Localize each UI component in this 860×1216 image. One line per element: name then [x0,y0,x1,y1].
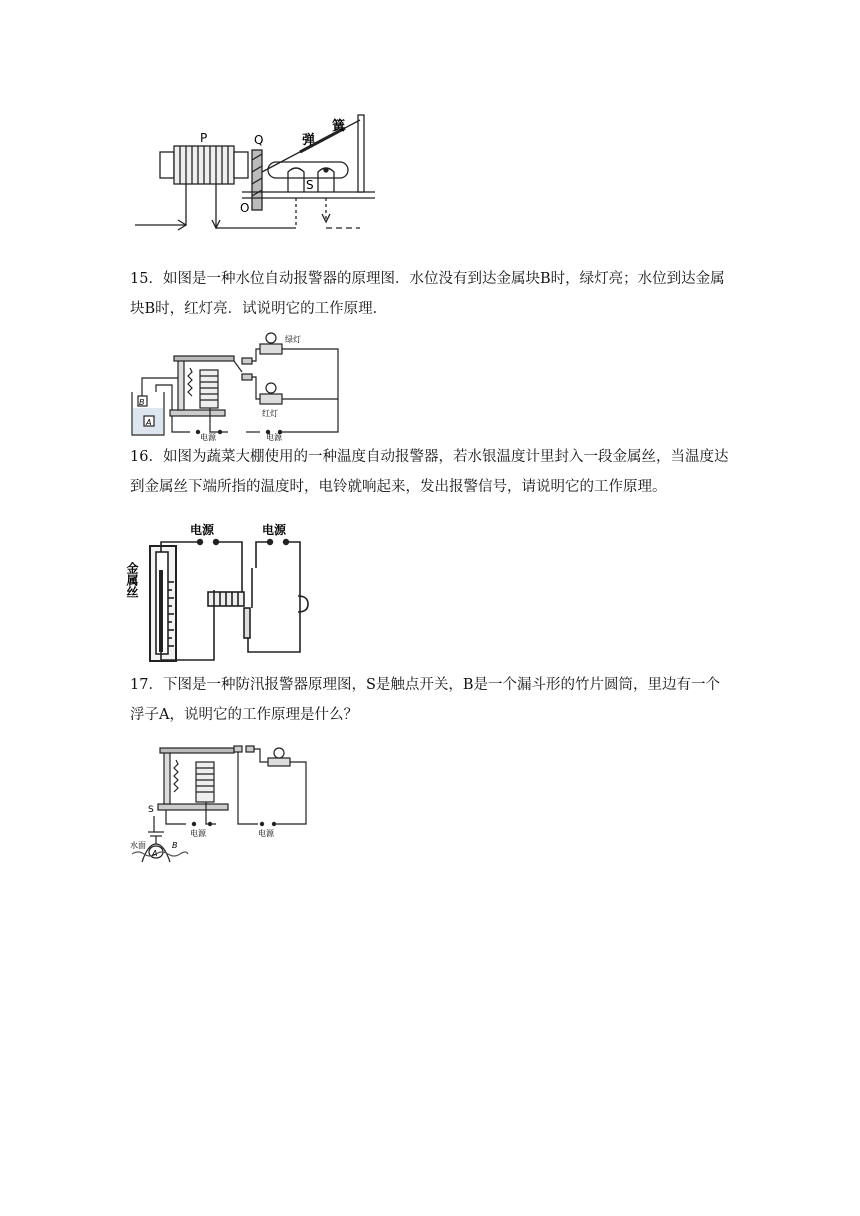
armature-label: Q [254,133,264,147]
power-label-right: 电源 [262,523,287,537]
float-a-label: A [152,849,158,858]
red-lamp-label: 红灯 [262,409,278,418]
flood-alarm-figure [130,740,312,864]
relay-spring-figure [130,110,380,240]
metal-wire-label: 金属丝 [125,562,139,598]
temperature-alarm-figure [125,512,312,664]
spring-label-2: 簧 [332,119,346,134]
tube-b-label: B [172,841,178,850]
coil-label: P [200,131,208,145]
block-a-label: A [146,418,152,427]
water-level-alarm-figure [130,330,342,440]
water-surface-label: 水面 [130,841,146,850]
power-label-1: 电源 [190,829,206,838]
switch-label: S [306,178,314,192]
question-16: 16．如图为蔬菜大棚使用的一种温度自动报警器，若水银温度计里封入一段金属丝，当温度达到金属丝下端所指的温度时，电铃就响起来，发出报警信号，请说明它的工作原理。 [130,449,729,495]
spring-label-1: 弹 [302,133,316,148]
power-label-2: 电源 [266,433,282,442]
block-b-label: B [139,398,145,407]
switch-s-label: S [148,805,154,815]
power-label-left: 电源 [190,523,215,537]
power-label-1: 电源 [200,433,216,442]
pivot-label: O [240,201,250,215]
green-lamp-label: 绿灯 [285,335,301,344]
power-label-2: 电源 [258,829,274,838]
question-17: 17．下图是一种防汛报警器原理图，S是触点开关，B是一个漏斗形的竹片圆筒，里边有一个浮子A，说明它的工作原理是什么？ [130,677,721,723]
question-15: 15．如图是一种水位自动报警器的原理图．水位没有到达金属块B时，绿灯亮；水位到达金属块B时，红灯亮．试说明它的工作原理． [130,271,725,317]
